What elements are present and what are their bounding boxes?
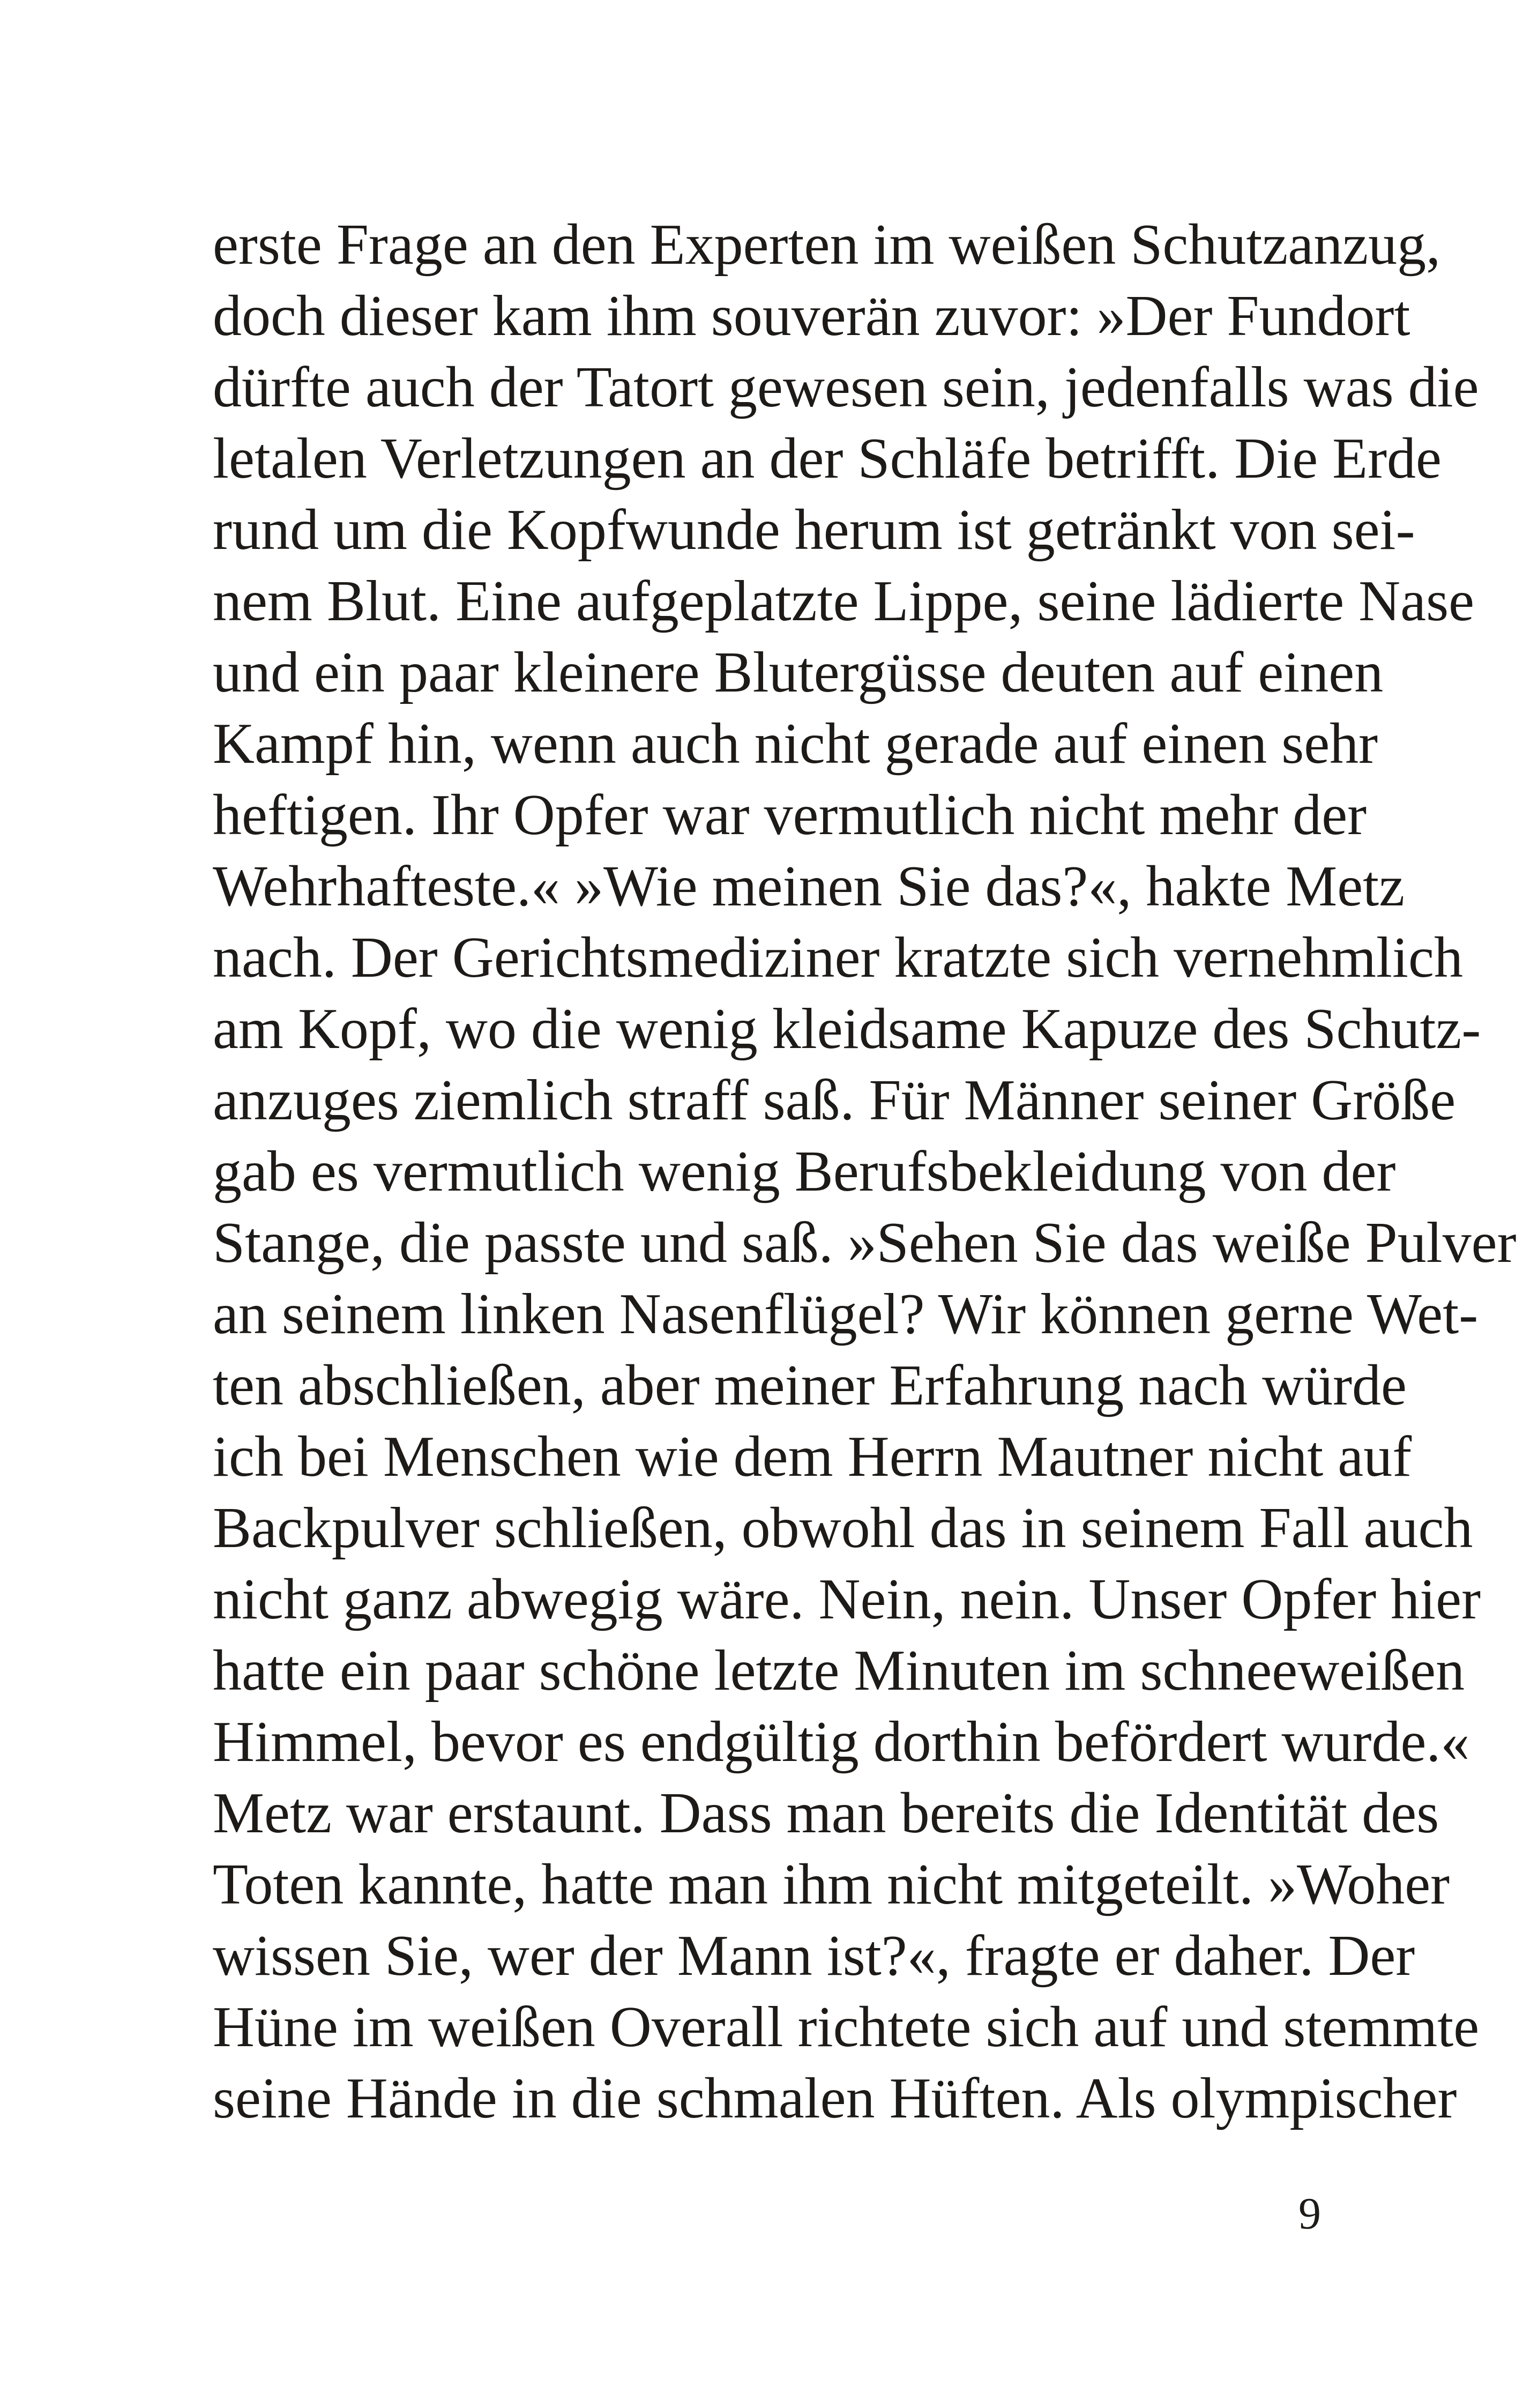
text-line-23: Metz war erstaunt. Dass man bereits die Identität des: [213, 1781, 1439, 1845]
body-text: [213, 209, 1517, 2134]
text-line-15: Stange, die passte und saß. »Sehen Sie das weiße Pulver: [213, 1211, 1517, 1275]
text-line-18: ich bei Menschen wie dem Herrn Mautner nicht auf: [213, 1425, 1412, 1489]
text-line-9: heftigen. Ihr Opfer war vermutlich nicht mehr der: [213, 783, 1367, 847]
text-line-19: Backpulver schließen, obwohl das in seinem Fall auch: [213, 1496, 1473, 1560]
text-line-16: an seinem linken Nasenflügel? Wir können gerne Wet-: [213, 1282, 1479, 1346]
text-line-11: nach. Der Gerichtsmediziner kratzte sich vernehmlich: [213, 926, 1463, 990]
text-line-6: nem Blut. Eine aufgeplatzte Lippe, seine lädierte Nase: [213, 569, 1475, 633]
text-line-8: Kampf hin, wenn auch nicht gerade auf einen sehr: [213, 712, 1378, 776]
text-line-17: ten abschließen, aber meiner Erfahrung nach würde: [213, 1354, 1407, 1417]
text-line-1: erste Frage an den Experten im weißen Schutzanzug,: [213, 213, 1441, 277]
text-line-12: am Kopf, wo die wenig kleidsame Kapuze des Schutz-: [213, 997, 1481, 1061]
text-line-21: hatte ein paar schöne letzte Minuten im schneeweißen: [213, 1639, 1465, 1703]
text-line-10: Wehrhafteste.« »Wie meinen Sie das?«, hakte Metz: [213, 854, 1405, 918]
text-line-13: anzuges ziemlich straff saß. Für Männer seiner Größe: [213, 1068, 1456, 1132]
text-line-25: wissen Sie, wer der Mann ist?«, fragte er daher. Der: [213, 1924, 1415, 1988]
text-line-5: rund um die Kopfwunde herum ist getränkt von sei-: [213, 498, 1415, 562]
text-line-3: dürfte auch der Tatort gewesen sein, jedenfalls was die: [213, 355, 1479, 419]
text-line-26: Hüne im weißen Overall richtete sich auf und stemmte: [213, 1995, 1480, 2059]
text-line-4: letalen Verletzungen an der Schläfe betrifft. Die Erde: [213, 427, 1442, 490]
text-line-22: Himmel, bevor es endgültig dorthin befördert wurde.«: [213, 1710, 1470, 1774]
page-number: 9: [1298, 2189, 1321, 2239]
text-line-27: seine Hände in die schmalen Hüften. Als olympischer: [213, 2067, 1457, 2130]
text-line-2: doch dieser kam ihm souverän zuvor: »Der Fundort: [213, 284, 1410, 348]
text-line-7: und ein paar kleinere Blutergüsse deuten auf einen: [213, 641, 1384, 704]
text-line-20: nicht ganz abwegig wäre. Nein, nein. Unser Opfer hier: [213, 1567, 1481, 1631]
text-line-24: Toten kannte, hatte man ihm nicht mitgeteilt. »Woher: [213, 1853, 1450, 1916]
text-line-14: gab es vermutlich wenig Berufsbekleidung von der: [213, 1140, 1396, 1203]
